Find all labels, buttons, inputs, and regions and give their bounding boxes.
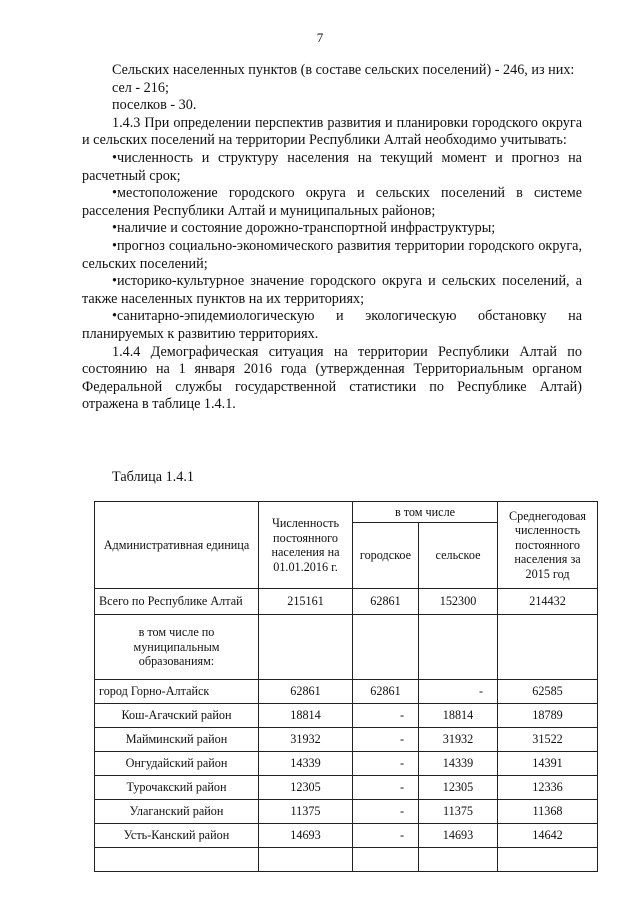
cell-name: город Горно-Алтайск: [95, 680, 259, 704]
header-rural: сельское: [419, 523, 498, 589]
cell-population: 14339: [259, 752, 353, 776]
paragraph: поселков - 30.: [112, 97, 197, 114]
paragraph: сел - 216;: [112, 79, 169, 96]
cell-name: Всего по Республике Алтай: [95, 589, 259, 615]
header-including: в том числе: [353, 502, 498, 523]
table-row-subheader: [95, 615, 598, 680]
cell-name: Майминский район: [95, 728, 259, 752]
cell-urban: -: [353, 824, 419, 848]
table-row: [95, 824, 598, 848]
cell-average: 14391: [498, 752, 598, 776]
cell-rural: 14693: [419, 824, 498, 848]
cell-rural: 14339: [419, 752, 498, 776]
header-average: Среднегодовая численность постоянного населения за 2015 год: [498, 502, 598, 589]
cell-name: Онгудайский район: [95, 752, 259, 776]
cell-name: Улаганский район: [95, 800, 259, 824]
table-caption: Таблица 1.4.1: [112, 469, 194, 485]
body-text: [82, 62, 582, 414]
cell-rural: -: [419, 680, 498, 704]
cell-average: 12336: [498, 776, 598, 800]
header-population: Численность постоянного населения на 01.01.2016 г.: [259, 502, 353, 589]
table-row: [95, 776, 598, 800]
table-row: [95, 752, 598, 776]
paragraph: 1.4.3 При определении перспектив развития и планировки городского округа и сельских поселений на территории Республики Алтай необходимо учитывать:: [82, 114, 582, 149]
cell-average: 18789: [498, 704, 598, 728]
table-row-total: [95, 589, 598, 615]
cell-population: 215161: [259, 589, 353, 615]
cell-population: 14693: [259, 824, 353, 848]
cell-urban: -: [353, 728, 419, 752]
cell-urban: 62861: [353, 680, 419, 704]
cell-average: 214432: [498, 589, 598, 615]
cell-urban: -: [353, 752, 419, 776]
bullet-item: •прогноз социально-экономического развития территории городского округа, сельских поселений;: [82, 237, 582, 272]
paragraph: Сельских населенных пунктов (в составе сельских поселений) - 246, из них:: [112, 62, 575, 78]
cell-population: 31932: [259, 728, 353, 752]
cell-rural: 31932: [419, 728, 498, 752]
bullet-item: •историко-культурное значение городского округа и сельских поселений, а также населенных пунктов на их территориях;: [82, 273, 582, 307]
cell-rural: 12305: [419, 776, 498, 800]
cell-urban: -: [353, 776, 419, 800]
bullet-item: •санитарно-эпидемиологическую и экологическую обстановку на планируемых к развитию территориях.: [82, 308, 582, 342]
table-row: [95, 728, 598, 752]
table-row: [95, 680, 598, 704]
cell-name: Кош-Агачский район: [95, 704, 259, 728]
table-row-empty: [95, 848, 598, 872]
table-row: [95, 704, 598, 728]
header-urban: городское: [353, 523, 419, 589]
paragraph: 1.4.4 Демографическая ситуация на территории Республики Алтай по состоянию на 1 января 2016 года (утвержденная Территориальным органом Федеральной службы государственной статистики по Республике Алтай) отражена в таблице 1.4.1.: [82, 343, 582, 413]
header-unit: Административная единица: [95, 502, 259, 589]
cell-urban: -: [353, 704, 419, 728]
cell-average: 31522: [498, 728, 598, 752]
cell-urban: 62861: [353, 589, 419, 615]
cell-rural: 18814: [419, 704, 498, 728]
cell-name: Усть-Канский район: [95, 824, 259, 848]
cell-name: Турочакский район: [95, 776, 259, 800]
cell-rural: 152300: [419, 589, 498, 615]
cell-population: 12305: [259, 776, 353, 800]
bullet-item: •наличие и состояние дорожно-транспортной инфраструктуры;: [112, 220, 496, 237]
page-number: 7: [316, 30, 324, 45]
bullet-item: •численность и структуру населения на текущий момент и прогноз на расчетный срок;: [82, 149, 582, 184]
cell-urban: -: [353, 800, 419, 824]
cell-rural: 11375: [419, 800, 498, 824]
bullet-item: •местоположение городского округа и сельских поселений в системе расселения Республики Алтай и муниципальных районов;: [82, 185, 582, 219]
cell-average: 62585: [498, 680, 598, 704]
cell-population: 62861: [259, 680, 353, 704]
table-row: [95, 800, 598, 824]
population-table: [94, 501, 598, 872]
cell-subheader: в том числе по муниципальным образованиям:: [95, 615, 259, 680]
cell-population: 11375: [259, 800, 353, 824]
cell-population: 18814: [259, 704, 353, 728]
cell-average: 11368: [498, 800, 598, 824]
cell-average: 14642: [498, 824, 598, 848]
